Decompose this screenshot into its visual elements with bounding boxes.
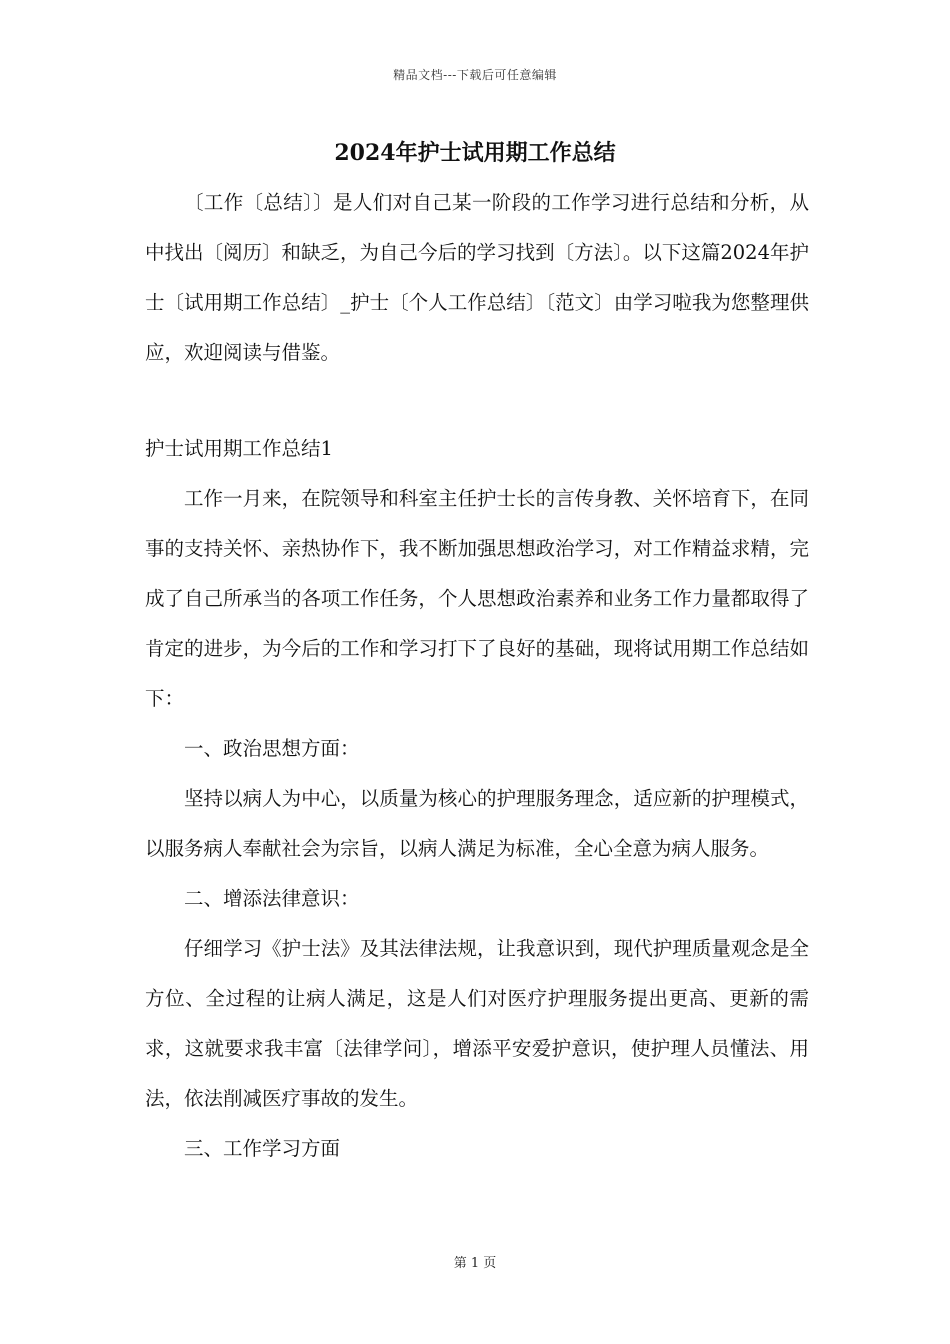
body-paragraph-2: 坚持以病人为中心，以质量为核心的护理服务理念，适应新的护理模式，以服务病人奉献社会为宗旨，以病人满足为标准，全心全意为病人服务。: [145, 787, 809, 860]
section-heading: 护士试用期工作总结1: [145, 437, 333, 460]
body-paragraph-3: 仔细学习《护士法》及其法律法规，让我意识到，现代护理质量观念是全方位、全过程的让病人满足，这是人们对医疗护理服务提出更高、更新的需求，这就要求我丰富〔法律学问〕，增添平安爱护意识，使护理人员懂法、用法，依法削减医疗事故的发生。: [145, 937, 809, 1110]
header-note: 精品文档---下载后可任意编辑: [393, 68, 557, 82]
intro-block: [145, 178, 809, 378]
document-title: 2024年护士试用期工作总结: [334, 140, 616, 166]
main-body: [145, 474, 809, 1174]
subheading-law: 二、增添法律意识：: [184, 887, 360, 910]
subheading-work-study: 三、工作学习方面: [184, 1137, 341, 1160]
section-heading-block: [145, 424, 809, 474]
page-number: 第 1 页: [453, 1256, 497, 1271]
intro-paragraph: 〔工作〔总结〕〕是人们对自己某一阶段的工作学习进行总结和分析，从中找出〔阅历〕和缺乏，为自己今后的学习找到〔方法〕。以下这篇2024年护士〔试用期工作总结〕_护士〔个人工作总结〕〔范文〕由学习啦我为您整理供应，欢迎阅读与借鉴。: [145, 191, 809, 364]
subheading-politics: 一、政治思想方面：: [184, 737, 360, 760]
body-paragraph-1: 工作一月来，在院领导和科室主任护士长的言传身教、关怀培育下，在同事的支持关怀、亲热协作下，我不断加强思想政治学习，对工作精益求精，完成了自己所承当的各项工作任务，个人思想政治素养和业务工作力量都取得了肯定的进步，为今后的工作和学习打下了良好的基础，现将试用期工作总结如下：: [145, 487, 809, 710]
